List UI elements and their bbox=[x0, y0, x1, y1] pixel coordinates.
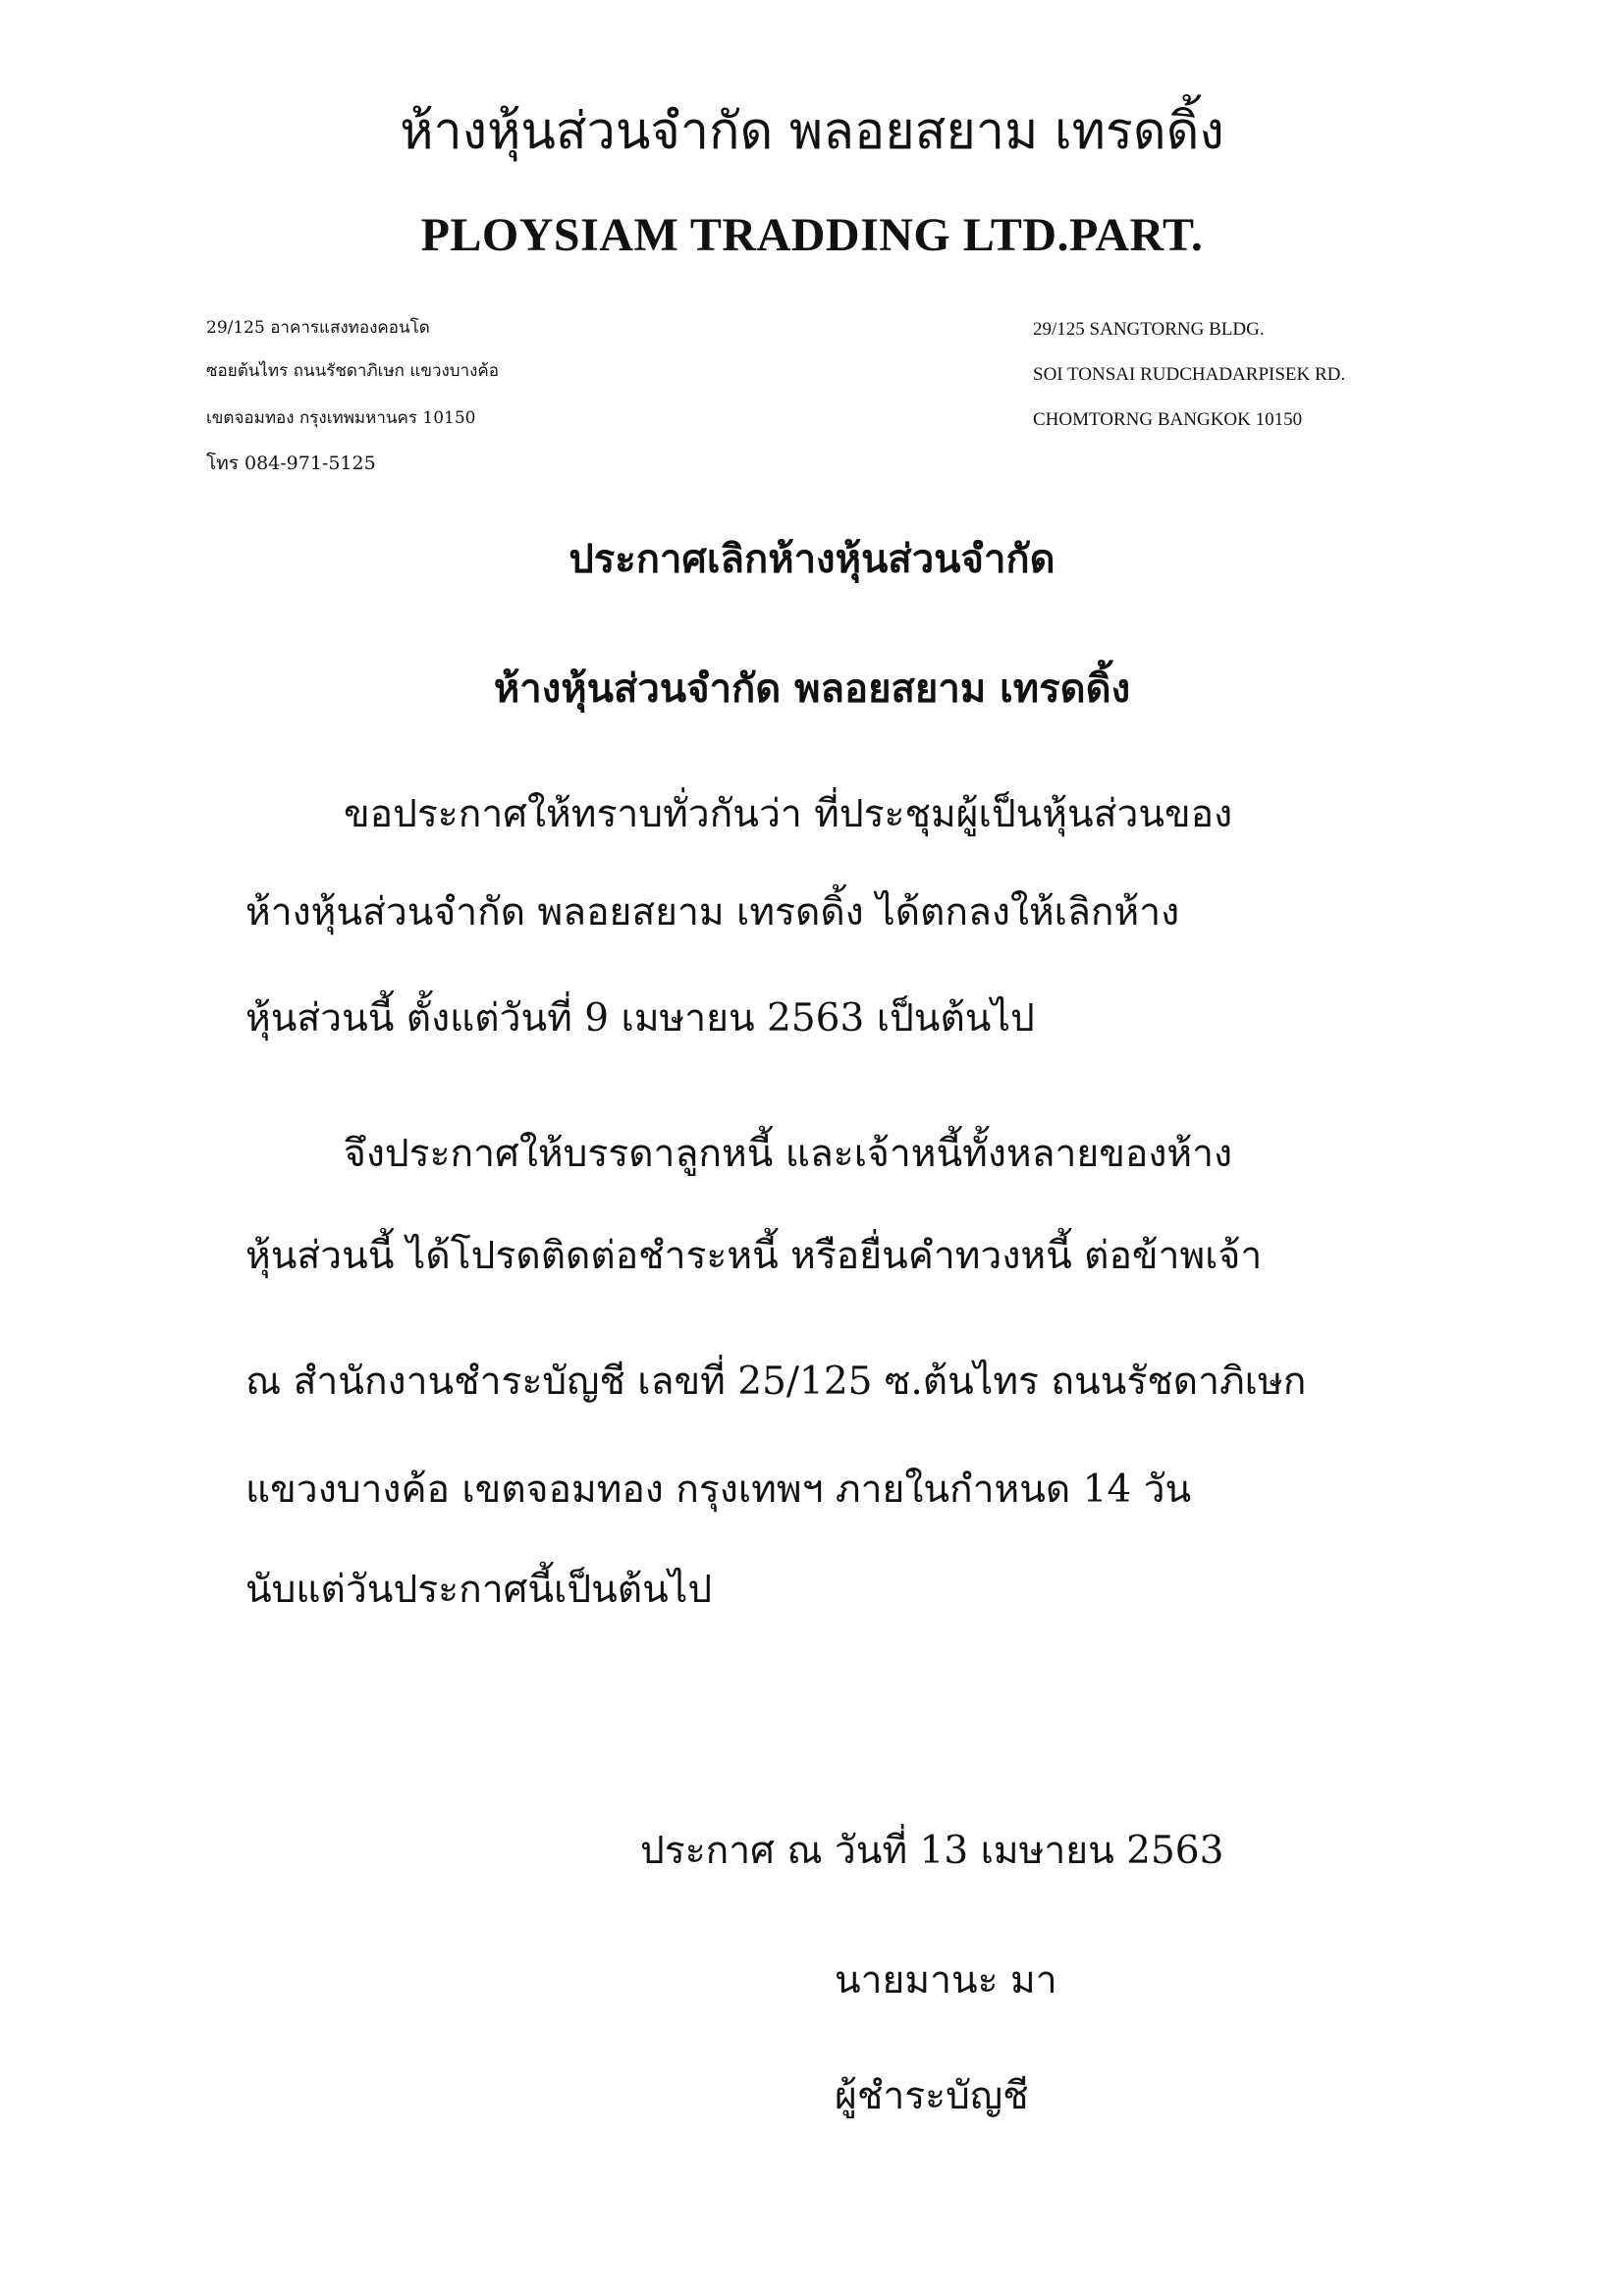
address-thai-line: เขตจอมทอง กรุงเทพมหานคร 10150 bbox=[206, 408, 476, 428]
notice-title: ประกาศเลิกห้างหุ้นส่วนจำกัด bbox=[568, 536, 1056, 582]
address-english-line: CHOMTORNG BANGKOK 10150 bbox=[1033, 409, 1303, 430]
company-name-thai: ห้างหุ้นส่วนจำกัด พลอยสยาม เทรดดิ้ง bbox=[400, 102, 1224, 161]
paragraph-line: ณ สำนักงานชำระบัญชี เลขที่ 25/125 ซ.ต้นไทร ถนนรัชดาภิเษก bbox=[245, 1360, 1307, 1404]
company-name-english: PLOYSIAM TRADDING LTD.PART. bbox=[420, 209, 1204, 261]
paragraph-line: จึงประกาศให้บรรดาลูกหนี้ และเจ้าหนี้ทั้งหลายของห้าง bbox=[344, 1132, 1233, 1176]
notice-subtitle: ห้างหุ้นส่วนจำกัด พลอยสยาม เทรดดิ้ง bbox=[493, 666, 1131, 712]
paragraph-line: ขอประกาศให้ทราบทั่วกันว่า ที่ประชุมผู้เป็นหุ้นส่วนของ bbox=[344, 792, 1233, 836]
address-english-line: 29/125 SANGTORNG BLDG. bbox=[1033, 319, 1265, 340]
paragraph-line: หุ้นส่วนนี้ ตั้งแต่วันที่ 9 เมษายน 2563 เป็นต้นไป bbox=[245, 996, 1035, 1041]
telephone-number: โทร 084-971-5125 bbox=[206, 453, 376, 474]
signatory-name: นายมานะ มา bbox=[835, 1958, 1057, 2002]
paragraph-line: แขวงบางค้อ เขตจอมทอง กรุงเทพฯ ภายในกำหนด 14 วัน bbox=[245, 1468, 1192, 1512]
paragraph-line: ห้างหุ้นส่วนจำกัด พลอยสยาม เทรดดิ้ง ได้ตกลงให้เลิกห้าง bbox=[245, 890, 1180, 934]
paragraph-line: หุ้นส่วนนี้ ได้โปรดติดต่อชำระหนี้ หรือยื่นคำทวงหนี้ ต่อข้าพเจ้า bbox=[245, 1234, 1263, 1278]
paragraph-line: นับแต่วันประกาศนี้เป็นต้นไป bbox=[245, 1568, 713, 1612]
address-thai-line: ซอยต้นไทร ถนนรัชดาภิเษก แขวงบางค้อ bbox=[206, 361, 500, 381]
signatory-role: ผู้ชำระบัญชี bbox=[835, 2074, 1029, 2118]
announcement-date: ประกาศ ณ วันที่ 13 เมษายน 2563 bbox=[640, 1829, 1224, 1873]
address-thai-line: 29/125 อาคารแสงทองคอนโด bbox=[206, 318, 430, 338]
address-english-line: SOI TONSAI RUDCHADARPISEK RD. bbox=[1033, 364, 1346, 385]
